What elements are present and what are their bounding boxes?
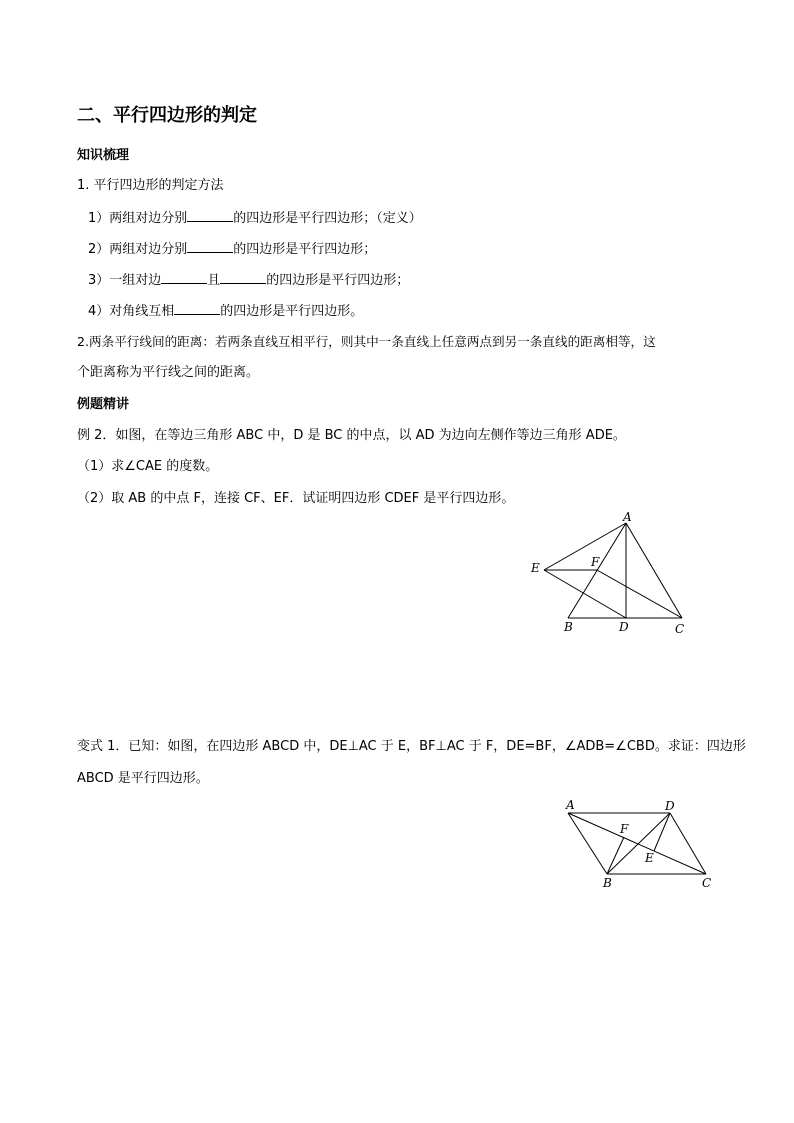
fill-blank[interactable]: [174, 301, 220, 315]
method-2-part-b: 的四边形是平行四边形；: [233, 242, 377, 257]
segment-ca: [626, 523, 682, 618]
examples-heading: 例题精讲: [77, 397, 130, 412]
method-2: [88, 239, 376, 259]
segment-ac: [568, 813, 706, 874]
distance-definition-line1: 2.两条平行线间的距离：若两条直线互相平行，则其中一条直线上任意两点到另一条直线的距离相等，这: [77, 334, 656, 349]
point-label-f: F: [591, 555, 600, 569]
point-label-c: C: [702, 876, 712, 890]
distance-definition-line2: 个距离称为平行线之间的距离。: [77, 365, 260, 380]
point-label-a: A: [623, 510, 632, 524]
method-3-part-c: 的四边形是平行四边形；: [266, 273, 410, 288]
method-4-part-a: 4）对角线互相: [88, 304, 175, 319]
method-4: [88, 301, 363, 321]
method-3-part-b: 且: [207, 273, 221, 288]
fill-blank[interactable]: [161, 270, 207, 284]
segment-dc: [670, 813, 706, 874]
point-label-a: A: [566, 798, 575, 812]
fill-blank[interactable]: [187, 239, 233, 253]
method-3-part-a: 3）一组对边: [88, 273, 162, 288]
segment-ea: [544, 523, 626, 570]
segment-bf: [607, 837, 624, 874]
point-label-e: E: [645, 851, 654, 865]
point-label-f: F: [620, 822, 629, 836]
example2-stem: 例 2．如图，在等边三角形 ABC 中，D 是 BC 的中点，以 AD 为边向左侧作等边三角形 ADE。: [77, 428, 626, 443]
method-3: [88, 270, 409, 290]
point-label-d: D: [665, 799, 675, 813]
method-intro: 1. 平行四边形的判定方法: [77, 178, 224, 193]
variant1-line1: 变式 1．已知：如图，在四边形 ABCD 中，DE⊥AC 于 E，BF⊥AC 于 F，DE=BF，∠ADB=∠CBD。求证：四边形: [77, 739, 746, 754]
knowledge-heading: 知识梳理: [77, 148, 130, 163]
point-label-b: B: [603, 876, 612, 890]
method-1: [88, 208, 422, 228]
section-title: 二、平行四边形的判定: [77, 105, 257, 126]
point-label-b: B: [564, 620, 573, 634]
segment-ed: [544, 570, 626, 618]
fill-blank[interactable]: [220, 270, 266, 284]
method-2-part-a: 2）两组对边分别: [88, 242, 188, 257]
example2-figure: [520, 505, 700, 645]
point-label-e: E: [531, 561, 540, 575]
point-label-c: C: [675, 622, 685, 636]
variant1-figure: [560, 795, 720, 895]
fill-blank[interactable]: [187, 208, 233, 222]
example2-question2: （2）取 AB 的中点 F，连接 CF、EF．试证明四边形 CDEF 是平行四边形。: [77, 491, 515, 506]
method-1-part-b: 的四边形是平行四边形；（定义）: [233, 211, 422, 226]
method-4-part-b: 的四边形是平行四边形。: [220, 304, 364, 319]
variant1-line2: ABCD 是平行四边形。: [77, 771, 209, 786]
segment-fc: [597, 570, 682, 618]
point-label-d: D: [619, 620, 629, 634]
segment-de: [654, 813, 670, 851]
segment-db: [607, 813, 670, 874]
method-1-part-a: 1）两组对边分别: [88, 211, 188, 226]
example2-question1: （1）求∠CAE 的度数。: [77, 459, 219, 474]
